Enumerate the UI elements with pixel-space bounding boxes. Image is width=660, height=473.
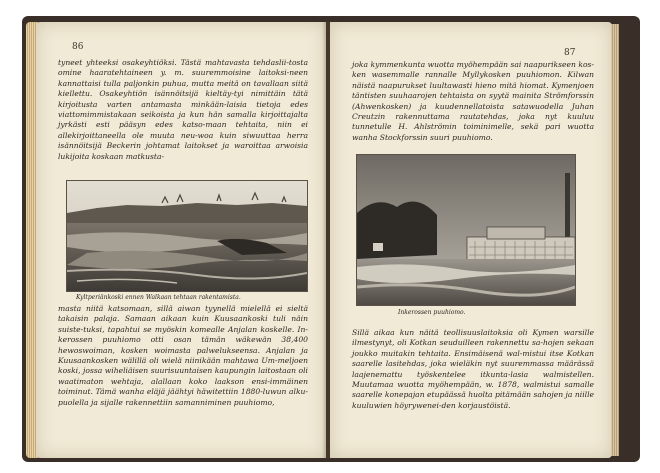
page-edges-right	[611, 24, 619, 456]
mill-factory-image	[357, 155, 575, 305]
left-photo-caption: Kyltperiänkoski ennen Walkaan tehtaan rakentamista.	[76, 294, 241, 301]
right-photo	[356, 154, 576, 306]
page-number-right: 87	[564, 48, 576, 58]
left-photo	[66, 180, 308, 292]
left-top-text: tyneet yhteeksi osakeyhtiöksi. Tästä mahtavasta tehdaslii-tosta omine haaratehtaineen y. m. suuremmoisine laitoksi-neen kannattaisi tulla paljonkin puhua, mutta meitä on tavallaan siitä kiellettu. Osakeyhtiön isännöitsijä kieltäy-tyi nimittäin tätä kirjoitusta varten antamasta minkään-laisia tietoja edes viattomimmistakaan seikoista ja kun hän samalla kirjoittajalta jyrkästi esti pääsyn edes katso-maan tehtaita, niin ei allekirjoittaneella ole muuta neu-woa kuin siwuuttaa herra isännöitsijä Beckerin johtamat laitokset ja waroittaa arwoisia lukijoita koskaan matkusta-	[58, 58, 308, 161]
right-bottom-paragraph	[352, 328, 594, 411]
right-top-text: joka kymmenkunta wuotta myöhempään sai naapurikseen kos-ken wasemmalle rannalle Myllykosken puuhiomon. Kilwan näistä naapurukset luultawasti hieno mitä hiomat. Kymenjoen täntisten suuhaarojen tehtaista on syytä mainita Strömforssin (Ahwenkosken) ja kuudennellatoista satawuodella Juhan Creutzin rakennuttama rautatehdas, joka nyt kuuluu tunnetulle H. Ahlströmin toiminimelle, sekä pari wuotta wanha Stockforssin suuri puuhiomo.	[352, 60, 594, 142]
right-page	[330, 22, 612, 458]
right-top-paragraph	[352, 60, 594, 143]
right-photo-caption: Inkerossen puuhiomo.	[398, 309, 466, 316]
waterfall-landscape-image	[67, 181, 307, 291]
left-page	[36, 22, 326, 458]
left-bottom-text: masta niitä katsomaan, sillä aiwan tyynellä mielellä ei sieltä takaisin palaja. Samaan aikaan kuin Kuusaankoski tuli näin suiste-tuksi, tapahtui se myöskin komealle Anjalan koskelle. In-kerossen puuhiomo otti osan tämän wäkewän 38,400 hewoswoiman, kosken woimasta palwelukseensa. Anjalan ja Kuusaankosken wälillä oli wielä niinikään mahtawa Um-meljoen koski, jossa wiheliäisen suurisuuntaisen kaupungin laitostaan oli waatimaton wehtaja, alallaan koko laakson ensi-immäinen toiminut. Tämä wanha eläjä jäähtyi häwitettiin 1880-luwun alku-puolella ja sijalle rakennettiin samanniminen puuhiomo,	[58, 304, 308, 407]
page-number-left: 86	[72, 42, 84, 52]
left-top-paragraph	[58, 58, 308, 162]
left-bottom-paragraph	[58, 304, 308, 408]
right-bottom-text: Sillä aikaa kun näitä teollisuuslaitoksia oli Kymen warsille ilmestynyt, oli Kotkan seuduilleen rakennettu sa-hojen sekaan joukko muitakin tehtaita. Ensimäisenä wal-mistui itse Kotkan saarelle lasitehdas, joka wieläkin nyt suuremmassa määrässä laajenemattu työskentelee itkunta-lasia walmistellen. Muutamaa wuotta myöhempään, w. 1878, walmistui samalle saarelle konepajan etupäässä huolta pitämään sahojen ja niille kuuluwien höyrywenei-den korjaustöistä.	[352, 328, 594, 410]
